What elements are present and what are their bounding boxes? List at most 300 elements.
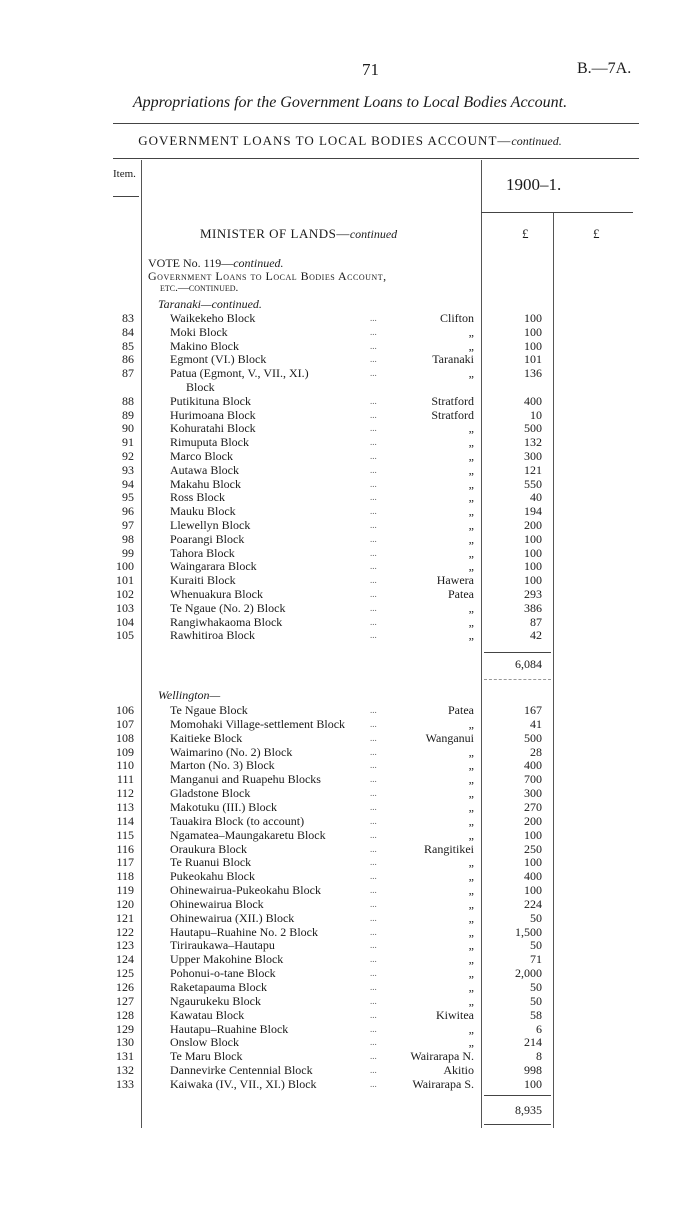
leader-dots: ... xyxy=(370,995,377,1006)
table-row xyxy=(0,758,700,772)
taranaki-heading: Taranaki—continued. xyxy=(158,297,262,311)
leader-dots: ... xyxy=(370,464,377,475)
block-name xyxy=(170,490,225,504)
amount: 700 xyxy=(524,772,542,787)
block-name-line-2: Block xyxy=(186,380,215,395)
amount: 194 xyxy=(524,504,542,519)
amount: 500 xyxy=(524,730,542,745)
leader-dots: ... xyxy=(370,1065,377,1076)
amount: 58 xyxy=(530,1007,542,1022)
district: „ xyxy=(468,883,474,898)
block-name-line-1: Hautapu–Ruahine No. 2 Block xyxy=(170,924,318,939)
block-name-line-1: Hautapu–Ruahine Block xyxy=(170,1021,289,1036)
subtitle-main: GOVERNMENT LOANS TO LOCAL BODIES ACCOUNT— xyxy=(138,133,512,148)
table-row xyxy=(0,339,700,353)
block-name xyxy=(170,518,250,532)
item-number: 127 xyxy=(116,993,134,1008)
amount: 2,000 xyxy=(515,966,542,981)
leader-dots: ... xyxy=(370,437,377,448)
block-name-line-1: Waimarino (No. 2) Block xyxy=(170,744,293,759)
amount: 87 xyxy=(530,614,542,629)
table-row xyxy=(0,814,700,828)
table-row xyxy=(0,435,700,449)
amount: 50 xyxy=(530,910,542,925)
block-name-line-1: Rawhitiroa Block xyxy=(170,628,255,643)
table-row xyxy=(0,546,700,560)
table-row xyxy=(0,587,700,601)
district: „ xyxy=(468,476,474,491)
leader-dots: ... xyxy=(370,801,377,812)
block-name-line-1: Autawa Block xyxy=(170,462,239,477)
amount: 100 xyxy=(524,531,542,546)
item-number: 130 xyxy=(116,1035,134,1050)
block-name-line-1: Raketapauma Block xyxy=(170,980,267,994)
leader-dots: ... xyxy=(370,746,377,757)
block-name xyxy=(170,828,326,842)
amount: 400 xyxy=(524,758,542,773)
leader-dots: ... xyxy=(370,1051,377,1062)
leader-dots: ... xyxy=(370,926,377,937)
leader-dots: ... xyxy=(370,602,377,613)
district: „ xyxy=(468,462,474,477)
leader-dots: ... xyxy=(370,857,377,868)
amount: 100 xyxy=(524,827,542,842)
item-number: 133 xyxy=(116,1076,134,1091)
table-row xyxy=(0,628,700,642)
block-name-line-1: Patua (Egmont, V., VII., XI.) xyxy=(170,366,309,381)
item-number: 99 xyxy=(122,545,134,560)
block-name-line-1: Kaiwaka (IV., VII., XI.) Block xyxy=(170,1076,317,1091)
block-name-line-1: Momohaki Village-settlement Block xyxy=(170,716,346,731)
block-name-line-1: Te Ruanui Block xyxy=(170,855,252,870)
table-row xyxy=(0,615,700,629)
district: Wanganui xyxy=(425,730,474,745)
item-number: 117 xyxy=(116,855,134,870)
amount: 50 xyxy=(530,993,542,1008)
block-name-line-1: Tauakira Block (to account) xyxy=(170,813,305,828)
block-name xyxy=(170,1063,313,1077)
block-name xyxy=(170,573,236,587)
block-name xyxy=(170,559,257,573)
table-row xyxy=(0,559,700,573)
table-row xyxy=(0,703,700,717)
item-number: 92 xyxy=(122,449,134,463)
amount: 100 xyxy=(524,338,542,353)
block-name xyxy=(170,731,242,745)
item-number: 102 xyxy=(116,587,134,601)
table-row xyxy=(0,925,700,939)
table-row xyxy=(0,325,700,339)
table-row xyxy=(0,504,700,518)
amount: 40 xyxy=(530,490,542,505)
item-number: 131 xyxy=(116,1049,134,1064)
block-name xyxy=(170,394,251,408)
district: „ xyxy=(468,952,474,967)
district: „ xyxy=(468,545,474,560)
leader-dots: ... xyxy=(370,395,377,406)
leader-dots: ... xyxy=(370,533,377,544)
district: „ xyxy=(468,435,474,450)
table-row xyxy=(0,394,700,408)
block-name-line-1: Makotuku (III.) Block xyxy=(170,799,277,814)
amount: 101 xyxy=(524,352,542,367)
table-row xyxy=(0,573,700,587)
leader-dots: ... xyxy=(370,1023,377,1034)
leader-dots: ... xyxy=(370,982,377,992)
table-row xyxy=(0,800,700,814)
table-row xyxy=(0,994,700,1008)
item-number: 124 xyxy=(116,952,134,967)
block-name-line-1: Te Ngaue (No. 2) Block xyxy=(170,600,286,615)
item-number: 97 xyxy=(122,518,134,532)
minister-main: MINISTER OF LANDS— xyxy=(200,226,350,241)
district: „ xyxy=(468,786,474,801)
amount: 71 xyxy=(530,952,542,967)
block-name-line-1: Whenuakura Block xyxy=(170,587,263,601)
wellington-heading: Wellington— xyxy=(158,688,221,702)
table-row xyxy=(0,1022,700,1036)
item-number: 84 xyxy=(122,324,134,339)
leader-dots: ... xyxy=(370,788,377,799)
item-number: 122 xyxy=(116,924,134,939)
district: „ xyxy=(468,504,474,519)
block-name-line-1: Ross Block xyxy=(170,490,226,505)
district: Rangitikei xyxy=(424,841,474,856)
block-name-line-1: Kawatau Block xyxy=(170,1007,245,1022)
block-name-line-1: Kaitieke Block xyxy=(170,730,243,745)
amount: 550 xyxy=(524,476,542,491)
block-name xyxy=(170,980,267,994)
block-name xyxy=(170,463,239,477)
table-row xyxy=(0,421,700,435)
amount: 42 xyxy=(530,628,542,643)
wellington-total: 8,935 xyxy=(515,1103,542,1117)
block-name-line-1: Mauku Block xyxy=(170,504,236,519)
district: „ xyxy=(468,966,474,981)
leader-dots: ... xyxy=(370,492,377,503)
table-row xyxy=(0,518,700,532)
amount: 386 xyxy=(524,600,542,615)
block-name-line-1: Tiriraukawa–Hautapu xyxy=(170,938,275,953)
leader-dots: ... xyxy=(370,954,377,965)
amount: 270 xyxy=(524,799,542,814)
item-number: 132 xyxy=(116,1063,134,1078)
block-name-line-1: Putikituna Block xyxy=(170,393,251,408)
block-name xyxy=(170,925,318,939)
year-header-rule xyxy=(481,212,633,213)
block-name xyxy=(170,786,250,800)
amount: 100 xyxy=(524,883,542,898)
block-name-line-1: Makino Block xyxy=(170,338,239,353)
amount: 1,500 xyxy=(515,924,542,939)
block-name xyxy=(170,869,255,883)
block-name-line-1: Ngamatea–Maungakaretu Block xyxy=(170,827,326,842)
block-name xyxy=(170,966,276,980)
leader-dots: ... xyxy=(370,1037,377,1048)
item-number: 85 xyxy=(122,338,134,353)
amount: 100 xyxy=(524,311,542,325)
block-name xyxy=(170,408,256,422)
block-name-line-1: Ohinewairua Block xyxy=(170,896,264,911)
item-number: 120 xyxy=(116,896,134,911)
table-row xyxy=(0,786,700,800)
amount: 28 xyxy=(530,744,542,759)
block-name xyxy=(170,938,275,952)
district: „ xyxy=(468,744,474,759)
item-number: 123 xyxy=(116,938,134,953)
block-name-line-1: Hurimoana Block xyxy=(170,407,256,422)
amount: 224 xyxy=(524,896,542,911)
block-name-line-1: Te Ngaue Block xyxy=(170,703,248,717)
block-name xyxy=(170,897,264,911)
block-name xyxy=(170,703,248,717)
district: „ xyxy=(468,1035,474,1050)
leader-dots: ... xyxy=(370,732,377,743)
block-name-line-1: Pohonui-o-tane Block xyxy=(170,966,276,981)
district: Akitio xyxy=(443,1063,474,1078)
item-number: 94 xyxy=(122,476,134,491)
block-name xyxy=(170,615,282,629)
amount: 132 xyxy=(524,435,542,450)
district: „ xyxy=(468,827,474,842)
block-name xyxy=(170,601,285,615)
block-name-line-1: Ohinewairua (XII.) Block xyxy=(170,910,295,925)
section-subtitle xyxy=(0,133,700,149)
district: Stratford xyxy=(431,393,474,408)
table-row xyxy=(0,1063,700,1077)
item-number: 83 xyxy=(122,311,134,325)
leader-dots: ... xyxy=(370,885,377,896)
item-number: 106 xyxy=(116,703,134,717)
leader-dots: ... xyxy=(370,547,377,558)
table-row xyxy=(0,311,700,325)
block-name xyxy=(170,339,239,353)
block-name xyxy=(170,717,345,731)
account-heading-line-2: etc.—continued. xyxy=(160,282,239,294)
item-number: 101 xyxy=(116,573,134,588)
amount: 998 xyxy=(524,1063,542,1078)
block-name xyxy=(170,1077,317,1091)
item-number: 98 xyxy=(122,531,134,546)
block-name xyxy=(170,952,283,966)
leader-dots: ... xyxy=(370,575,377,586)
leader-dots: ... xyxy=(370,843,377,854)
amount: 100 xyxy=(524,545,542,560)
block-name xyxy=(170,1008,244,1022)
page-number: 71 xyxy=(362,60,379,79)
district: Wairarapa N. xyxy=(410,1049,474,1064)
item-number: 115 xyxy=(116,827,134,842)
item-number: 114 xyxy=(116,813,134,828)
district: „ xyxy=(468,799,474,814)
block-name xyxy=(170,745,292,759)
leader-dots: ... xyxy=(370,561,377,572)
title-rule xyxy=(113,123,639,124)
taranaki-total: 6,084 xyxy=(515,657,542,671)
district: „ xyxy=(468,490,474,505)
item-number: 125 xyxy=(116,966,134,981)
district: Clifton xyxy=(439,311,474,325)
amount: 121 xyxy=(524,462,542,477)
leader-dots: ... xyxy=(370,968,377,979)
block-name-line-1: Ngaurukeku Block xyxy=(170,993,261,1008)
district: „ xyxy=(468,338,474,353)
block-name-line-1: Llewellyn Block xyxy=(170,518,251,532)
block-name-line-1: Makahu Block xyxy=(170,476,241,491)
table-row xyxy=(0,842,700,856)
amount: 250 xyxy=(524,841,542,856)
leader-dots: ... xyxy=(370,630,377,641)
block-name-line-1: Te Maru Block xyxy=(170,1049,243,1064)
item-number: 89 xyxy=(122,407,134,422)
district: „ xyxy=(468,772,474,787)
amount: 41 xyxy=(530,716,542,731)
item-header-rule xyxy=(113,196,139,197)
amount: 200 xyxy=(524,518,542,532)
table-row xyxy=(0,731,700,745)
block-name-line-1: Rangiwhakaoma Block xyxy=(170,614,283,629)
item-number: 95 xyxy=(122,490,134,505)
amount: 100 xyxy=(524,573,542,588)
leader-dots: ... xyxy=(370,340,377,351)
block-name xyxy=(170,994,261,1008)
district: „ xyxy=(468,600,474,615)
block-name-line-1: Kohuratahi Block xyxy=(170,421,256,436)
leader-dots: ... xyxy=(370,718,377,729)
block-name xyxy=(170,883,321,897)
block-name-line-1: Pukeokahu Block xyxy=(170,869,255,884)
district: „ xyxy=(468,869,474,884)
leader-dots: ... xyxy=(370,774,377,785)
taranaki-total-rule xyxy=(484,679,551,680)
pound-sign-total: £ xyxy=(593,226,600,241)
subtitle-continued: continued. xyxy=(511,134,562,148)
district: „ xyxy=(468,758,474,773)
item-number: 86 xyxy=(122,352,134,367)
block-name xyxy=(170,352,266,366)
block-name xyxy=(170,1035,239,1049)
leader-dots: ... xyxy=(370,940,377,951)
block-name-line-1: Marton (No. 3) Block xyxy=(170,758,275,773)
district: „ xyxy=(468,924,474,939)
leader-dots: ... xyxy=(370,409,377,420)
block-name xyxy=(170,325,228,339)
item-number: 103 xyxy=(116,600,134,615)
district: „ xyxy=(468,855,474,870)
table-row xyxy=(0,772,700,786)
block-name xyxy=(170,911,294,925)
district: „ xyxy=(468,531,474,546)
block-name xyxy=(170,814,304,828)
block-name-line-1: Ohinewairua-Pukeokahu Block xyxy=(170,883,321,898)
leader-dots: ... xyxy=(370,313,377,323)
block-name-line-1: Onslow Block xyxy=(170,1035,239,1050)
table-row xyxy=(0,869,700,883)
block-name xyxy=(170,311,255,325)
item-number: 112 xyxy=(116,786,134,801)
item-number: 110 xyxy=(116,758,134,773)
item-number: 91 xyxy=(122,435,134,450)
item-number: 104 xyxy=(116,614,134,629)
district: „ xyxy=(468,910,474,925)
block-name xyxy=(170,1049,242,1063)
item-number: 88 xyxy=(122,393,134,408)
block-name-line-1: Upper Makohine Block xyxy=(170,952,284,967)
item-number: 128 xyxy=(116,1007,134,1022)
page-title: Appropriations for the Government Loans to Local Bodies Account. xyxy=(132,94,568,111)
table-row xyxy=(0,952,700,966)
block-name xyxy=(170,1022,288,1036)
amount: 300 xyxy=(524,449,542,463)
amount: 100 xyxy=(524,1076,542,1091)
district: „ xyxy=(468,993,474,1008)
amount: 167 xyxy=(524,703,542,717)
block-name xyxy=(170,449,233,463)
block-name xyxy=(170,758,275,772)
item-number: 105 xyxy=(116,628,134,643)
subtitle-rule xyxy=(113,158,639,159)
wellington-total-rule xyxy=(484,1124,551,1125)
table-row xyxy=(0,477,700,491)
block-name xyxy=(170,532,244,546)
leader-dots: ... xyxy=(370,898,377,909)
block-name-line-1: Waingarara Block xyxy=(170,559,257,574)
district: „ xyxy=(468,628,474,643)
district: „ xyxy=(468,896,474,911)
item-number: 129 xyxy=(116,1021,134,1036)
item-number: 100 xyxy=(116,559,134,574)
item-number: 96 xyxy=(122,504,134,519)
item-number: 109 xyxy=(116,744,134,759)
leader-dots: ... xyxy=(370,423,377,434)
district: „ xyxy=(468,421,474,436)
item-number: 93 xyxy=(122,462,134,477)
table-row xyxy=(0,883,700,897)
leader-dots: ... xyxy=(370,478,377,489)
table-row xyxy=(0,980,700,994)
district: „ xyxy=(468,559,474,574)
amount: 10 xyxy=(530,407,542,422)
table-row xyxy=(0,366,700,394)
leader-dots: ... xyxy=(370,1078,377,1089)
leader-dots: ... xyxy=(370,354,377,365)
table-row xyxy=(0,1077,700,1091)
leader-dots: ... xyxy=(370,616,377,627)
district: Patea xyxy=(448,703,474,717)
table-row xyxy=(0,745,700,759)
item-number: 118 xyxy=(116,869,134,884)
district: Kiwitea xyxy=(436,1007,474,1022)
leader-dots: ... xyxy=(370,1009,377,1020)
leader-dots: ... xyxy=(370,326,377,337)
block-name-line-1: Marco Block xyxy=(170,449,233,463)
amount: 300 xyxy=(524,786,542,801)
amount: 293 xyxy=(524,587,542,601)
block-name-line-1: Moki Block xyxy=(170,324,228,339)
item-number: 108 xyxy=(116,730,134,745)
amount: 6 xyxy=(536,1021,542,1036)
district: Stratford xyxy=(431,407,474,422)
block-name xyxy=(170,366,309,394)
item-number: 119 xyxy=(116,883,134,898)
leader-dots: ... xyxy=(370,368,377,379)
amount: 50 xyxy=(530,938,542,953)
item-number: 87 xyxy=(122,366,134,381)
block-name-line-1: Manganui and Ruapehu Blocks xyxy=(170,772,321,787)
leader-dots: ... xyxy=(370,871,377,882)
leader-dots: ... xyxy=(370,829,377,840)
district: Wairarapa S. xyxy=(412,1076,474,1091)
